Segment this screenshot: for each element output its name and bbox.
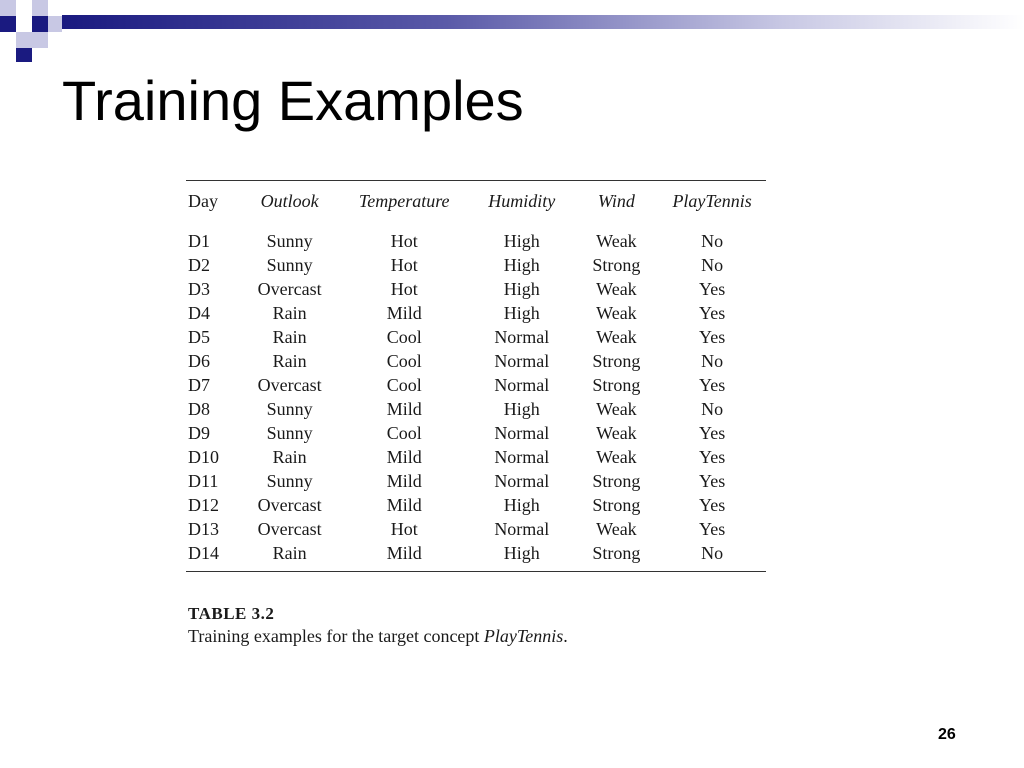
cell-humidity: Normal [494,326,550,347]
cell-humidity: Normal [494,350,550,371]
cell-outlook: Rain [272,302,307,323]
cell-humidity: High [503,398,540,419]
cell-day: D4 [188,302,210,323]
cell-day: D11 [188,470,219,491]
cell-temperature: Hot [390,278,418,299]
cell-playtennis: Yes [699,470,726,491]
cell-playtennis: No [701,542,724,563]
cell-wind: Weak [596,326,637,347]
cell-humidity: High [503,302,540,323]
table-row [186,541,766,571]
cell-playtennis: Yes [699,326,726,347]
table-row [186,349,766,373]
caption-period: . [563,626,568,646]
cell-day: D2 [188,254,210,275]
cell-temperature: Mild [386,470,422,491]
cell-temperature: Mild [386,542,422,563]
table-row [186,517,766,541]
cell-day: D12 [188,494,219,515]
cell-playtennis: Yes [699,278,726,299]
cell-outlook: Rain [272,542,307,563]
cell-outlook: Overcast [257,494,322,515]
cell-temperature: Hot [390,254,418,275]
cell-outlook: Sunny [266,422,313,443]
cell-day: D6 [188,350,210,371]
cell-wind: Strong [592,350,641,371]
cell-outlook: Overcast [257,518,322,539]
cell-playtennis: Yes [699,302,726,323]
cell-day: D8 [188,398,210,419]
cell-day: D5 [188,326,210,347]
cell-temperature: Mild [386,494,422,515]
cell-temperature: Hot [390,518,418,539]
cell-day: D1 [188,230,210,251]
table-row [186,397,766,421]
table-header-row [186,181,766,221]
cell-playtennis: Yes [699,518,726,539]
cell-day: D14 [188,542,219,563]
table-body [186,221,766,571]
cell-outlook: Overcast [257,374,322,395]
cell-playtennis: Yes [699,422,726,443]
cell-outlook: Rain [272,446,307,467]
cell-day: D9 [188,422,210,443]
table-caption [188,604,568,647]
caption-description: Training examples for the target concept [188,626,480,646]
cell-outlook: Sunny [266,254,313,275]
cell-wind: Weak [596,230,637,251]
cell-playtennis: Yes [699,446,726,467]
cell-wind: Weak [596,398,637,419]
cell-playtennis: No [701,398,724,419]
slide-title: Training Examples [62,69,524,132]
cell-humidity: High [503,230,540,251]
cell-playtennis: Yes [699,494,726,515]
table-row [186,493,766,517]
caption-text [188,626,568,647]
cell-wind: Strong [592,470,641,491]
table-row [186,445,766,469]
cell-temperature: Mild [386,302,422,323]
cell-wind: Strong [592,542,641,563]
cell-playtennis: Yes [699,374,726,395]
cell-day: D7 [188,374,210,395]
cell-wind: Weak [596,446,637,467]
table-row [186,253,766,277]
table-row [186,325,766,349]
cell-day: D13 [188,518,219,539]
table-row [186,221,766,253]
table-row [186,277,766,301]
cell-humidity: Normal [494,446,550,467]
cell-day: D10 [188,446,219,467]
cell-humidity: High [503,278,540,299]
cell-outlook: Sunny [266,398,313,419]
cell-temperature: Cool [386,374,422,395]
cell-wind: Weak [596,302,637,323]
cell-wind: Weak [596,518,637,539]
column-header-humidity: Humidity [488,190,556,211]
table-row [186,469,766,493]
caption-label: TABLE 3.2 [188,604,275,623]
cell-outlook: Rain [272,350,307,371]
cell-outlook: Overcast [257,278,322,299]
column-header-wind: Wind [597,190,635,211]
cell-wind: Weak [596,422,637,443]
cell-humidity: High [503,542,540,563]
table-row [186,421,766,445]
column-header-outlook: Outlook [260,190,319,211]
cell-day: D3 [188,278,210,299]
cell-temperature: Mild [386,398,422,419]
cell-playtennis: No [701,254,724,275]
column-header-day: Day [188,190,218,211]
cell-playtennis: No [701,350,724,371]
cell-humidity: Normal [494,470,550,491]
column-header-temperature: Temperature [358,190,450,211]
table-row [186,301,766,325]
cell-wind: Strong [592,494,641,515]
cell-humidity: High [503,254,540,275]
cell-humidity: Normal [494,374,550,395]
cell-outlook: Sunny [266,230,313,251]
page-number: 26 [938,726,956,743]
cell-humidity: Normal [494,422,550,443]
header-bar [62,15,1024,29]
column-header-playtennis: PlayTennis [672,190,752,211]
training-examples-table [186,180,766,572]
cell-temperature: Hot [390,230,418,251]
cell-temperature: Mild [386,446,422,467]
cell-humidity: Normal [494,518,550,539]
cell-outlook: Sunny [266,470,313,491]
cell-wind: Weak [596,278,637,299]
table-bottom-rule [186,571,766,572]
cell-wind: Strong [592,374,641,395]
cell-playtennis: No [701,230,724,251]
cell-temperature: Cool [386,350,422,371]
cell-temperature: Cool [386,326,422,347]
cell-outlook: Rain [272,326,307,347]
cell-wind: Strong [592,254,641,275]
caption-concept: PlayTennis [483,626,564,646]
cell-humidity: High [503,494,540,515]
table-row [186,373,766,397]
cell-temperature: Cool [386,422,422,443]
